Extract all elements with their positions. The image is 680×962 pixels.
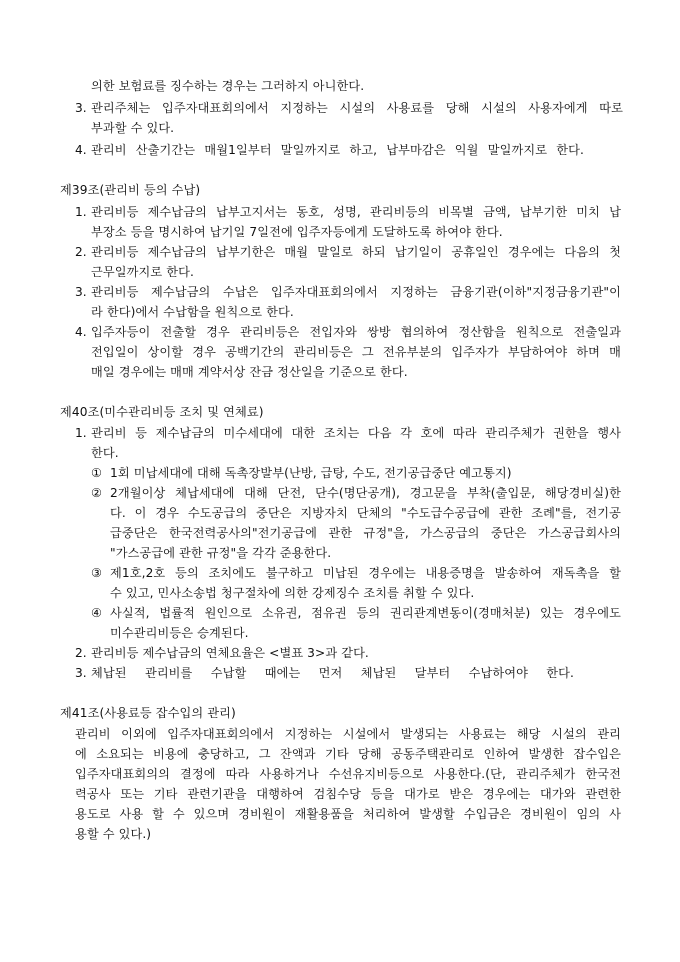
text-line: 관리비 이외에 입주자대표회의에서 지정하는 시설에서 발생되는 사용료는 해당 시설의 관리 [75,727,621,741]
article-heading: 제40조(미수관리비등 조치 및 연체료) [60,405,264,419]
text-line: 입주자등이 전출할 경우 관리비등은 전입자와 쌍방 협의하여 정산함을 원칙으로 전출일과 [91,325,621,339]
text-line: 근무일까지로 한다. [91,265,194,279]
text-line: 매일 경우에는 매매 계약서상 잔금 정산일을 기준으로 한다. [91,365,408,379]
text-line: "가스공급에 관한 규정"을 각각 준용한다. [110,546,332,560]
text-line: 급중단은 한국전력공사의"전기공급에 관한 규정"을, 가스공급의 중단은 가스공급회사의 [110,526,621,540]
text-line: 용도로 사용 할 수 있으며 경비원이 재활용품을 처리하여 발생할 수입금은 경비원이 임의 사 [75,807,621,821]
text-line: 력공사 또는 기타 관련기관을 대행하여 검침수당 등을 대가로 받은 경우에는 대가와 관련한 [75,787,621,801]
text-line: 수 있고, 민사소송법 청구절차에 의한 강제징수 조치를 취할 수 있다. [110,586,475,600]
text-line: 부과할 수 있다. [91,121,175,135]
text-line: 관리비등 제수납금의 연체요율은 <별표 3>과 같다. [91,646,369,660]
sub-item-number: ① [91,466,102,480]
sub-item-number: ④ [91,606,102,620]
item-number: 3. [75,101,87,115]
item-number: 3. [75,285,87,299]
text-line: 입주자대표회의의 결정에 따라 사용하거나 수선유지비등으로 사용한다.(단, 관리주체가 한국전 [75,767,621,781]
text-line: 한다. [91,446,119,460]
text-line: 관리비 산출기간는 매월1일부터 말일까지로 하고, 납부마감은 익월 말일까지로 한다. [91,143,584,157]
text-line: 관리비등 제수납금의 수납은 입주자대표회의에서 지정하는 금융기관(이하"지정금융기관"이 [91,285,621,299]
text-line: 사실적, 법률적 원인으로 소유권, 점유권 등의 권리관계변동이(경매처분) 있는 경우에도 [110,606,621,620]
text-line: 관리비등 제수납금의 납부기한은 매월 말일로 하되 납기일이 공휴일인 경우에는 다음의 첫 [91,245,621,259]
article-heading: 제39조(관리비 등의 수납) [60,183,201,197]
sub-item-number: ③ [91,566,102,580]
item-number: 2. [75,245,87,259]
text-line: 라 한다)에서 수납함을 원칙으로 한다. [91,305,294,319]
text-line: 의한 보험료를 징수하는 경우는 그러하지 아니한다. [91,79,365,93]
text-line: 부장소 등을 명시하여 납기일 7일전에 입주자등에게 도달하도록 하여야 한다. [91,225,503,239]
item-number: 1. [75,205,87,219]
item-number: 3. [75,666,87,680]
text-line: 전입일이 상이할 경우 공백기간의 관리비등은 그 전유부분의 입주자가 부담하여야 하며 매 [91,345,621,359]
item-number: 4. [75,143,87,157]
sub-item-number: ② [91,486,102,500]
text-line: 미수관리비등은 승계된다. [110,626,249,640]
text-line: 관리비등 제수납금의 납부고지서는 동호, 성명, 관리비등의 비목별 금액, 납부기한 미치 납 [91,205,621,219]
item-number: 2. [75,646,87,660]
text-line: 에 소요되는 비용에 충당하고, 그 잔액과 기타 당해 공동주택관리로 인하여 발생한 잡수입은 [75,747,621,761]
text-line: 2개월이상 체납세대에 대해 단전, 단수(명단공개), 경고문을 부착(출입문, 해당경비실)한 [110,486,621,500]
text-line: 제1호,2호 등의 조치에도 불구하고 미납된 경우에는 내용증명을 발송하여 재독촉을 할 [110,566,621,580]
text-line: 관리비 등 제수납금의 미수세대에 대한 조치는 다음 각 호에 따라 관리주체가 권한을 행사 [91,426,621,440]
text-line: 다. 이 경우 수도공급의 중단은 지방자치 단체의 "수도급수공급에 관한 조례"를, 전기공 [110,506,621,520]
article-heading: 제41조(사용료등 잡수입의 관리) [60,706,236,720]
text-line: 체납된 관리비를 수납할 때에는 먼저 체납된 달부터 수납하여야 한다. [91,666,574,680]
text-line: 1회 미납세대에 대해 독촉장발부(난방, 급탕, 수도, 전기공급중단 예고통지) [110,466,512,480]
item-number: 4. [75,325,87,339]
item-number: 1. [75,426,87,440]
text-line: 관리주체는 입주자대표회의에서 지정하는 시설의 사용료를 당해 시설의 사용자에게 따로 [91,101,623,115]
text-line: 용할 수 있다.) [75,827,152,841]
